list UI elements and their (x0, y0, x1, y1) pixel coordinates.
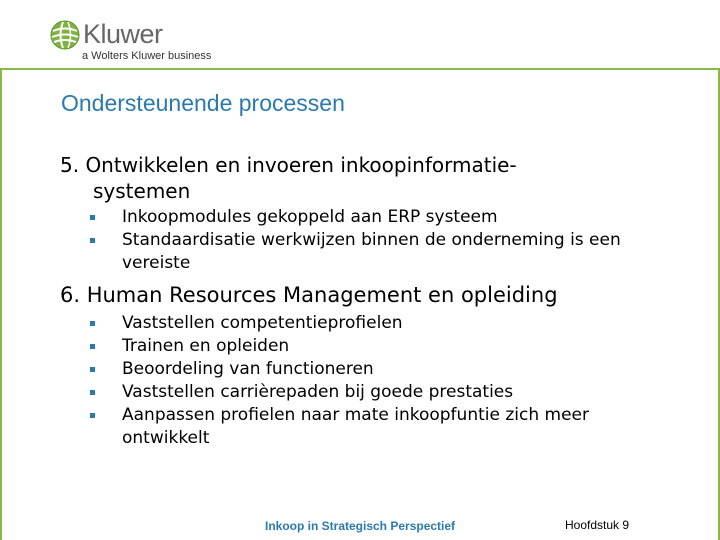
section-5-heading-line2: systemen (93, 179, 191, 203)
bullet-icon (90, 344, 95, 349)
bullet-icon (90, 238, 95, 243)
list-item: Vaststellen carrièrepaden bij goede prestaties (90, 381, 650, 404)
list-item: Standaardisatie werkwijzen binnen de onderneming is een vereiste (90, 229, 650, 275)
logo-name: Kluwer (83, 19, 163, 49)
footer-chapter: Hoofdstuk 9 (565, 518, 630, 532)
list-item: Aanpassen profielen naar mate inkoopfuntie zich meer ontwikkelt (90, 404, 650, 450)
slide-frame-top (0, 68, 720, 70)
globe-icon (50, 20, 80, 50)
section-5-heading-line1: 5. Ontwikkelen en invoeren inkoopinformatie- (60, 153, 517, 177)
list-item: Vaststellen competentieprofielen (90, 312, 650, 335)
footer-book-title: Inkoop in Strategisch Perspectief (265, 519, 456, 533)
section-5-heading (60, 152, 517, 204)
list-item: Trainen en opleiden (90, 335, 650, 358)
list-item: Inkoopmodules gekoppeld aan ERP systeem (90, 206, 650, 229)
publisher-logo (50, 16, 220, 66)
slide-frame-left (0, 68, 2, 540)
logo-tagline: a Wolters Kluwer business (82, 50, 212, 62)
bullet-icon (90, 321, 95, 326)
bullet-icon (90, 367, 95, 372)
section-6-heading: 6. Human Resources Management en opleiding (60, 283, 558, 307)
slide-title: Ondersteunende processen (61, 90, 345, 116)
bullet-icon (90, 413, 95, 418)
bullet-icon (90, 390, 95, 395)
section-5-list (90, 206, 650, 275)
list-item: Beoordeling van functioneren (90, 358, 650, 381)
section-6-list (90, 312, 650, 450)
bullet-icon (90, 215, 95, 220)
